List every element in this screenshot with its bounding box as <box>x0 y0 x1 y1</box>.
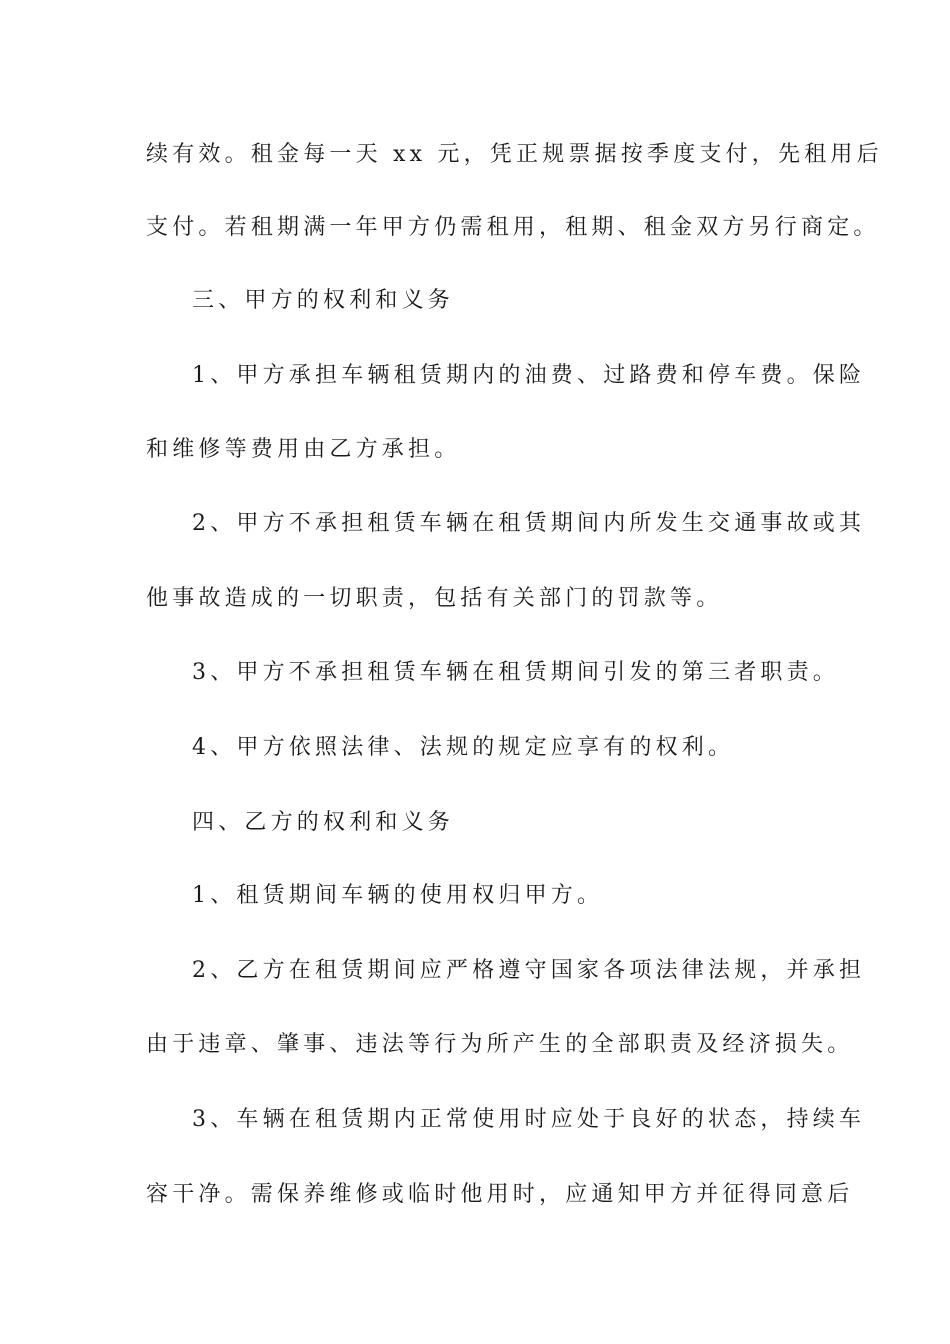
text-line: 2、甲方不承担租赁车辆在租赁期间内所发生交通事故或其 <box>192 511 866 536</box>
text-line: 支付。若租期满一年甲方仍需租用，租期、租金双方另行商定。 <box>146 215 880 240</box>
text-line: 3、车辆在租赁期内正常使用时应处于良好的状态，持续车 <box>192 1107 866 1132</box>
text-line: 1、租赁期间车辆的使用权归甲方。 <box>192 883 604 908</box>
text-line: 4、甲方依照法律、法规的规定应享有的权利。 <box>192 735 735 760</box>
text-line: 容干净。需保养维修或临时他用时，应通知甲方并征得同意后 <box>146 1182 854 1207</box>
text-line: 2、乙方在租赁期间应严格遵守国家各项法律法规，并承担 <box>192 958 866 983</box>
text-line: 他事故造成的一切职责，包括有关部门的罚款等。 <box>146 586 723 611</box>
section-heading: 三、甲方的权利和义务 <box>192 288 455 313</box>
section-heading: 四、乙方的权利和义务 <box>192 810 455 835</box>
text-line: 续有效。租金每一天 xx 元，凭正规票据按季度支付，先租用后 <box>146 142 883 167</box>
text-line: 由于违章、肇事、违法等行为所产生的全部职责及经济损失。 <box>146 1032 854 1057</box>
text-line: 和维修等费用由乙方承担。 <box>146 437 461 462</box>
text-line: 1、甲方承担车辆租赁期内的油费、过路费和停车费。保险 <box>192 363 866 388</box>
text-line: 3、甲方不承担租赁车辆在租赁期间引发的第三者职责。 <box>192 660 839 685</box>
